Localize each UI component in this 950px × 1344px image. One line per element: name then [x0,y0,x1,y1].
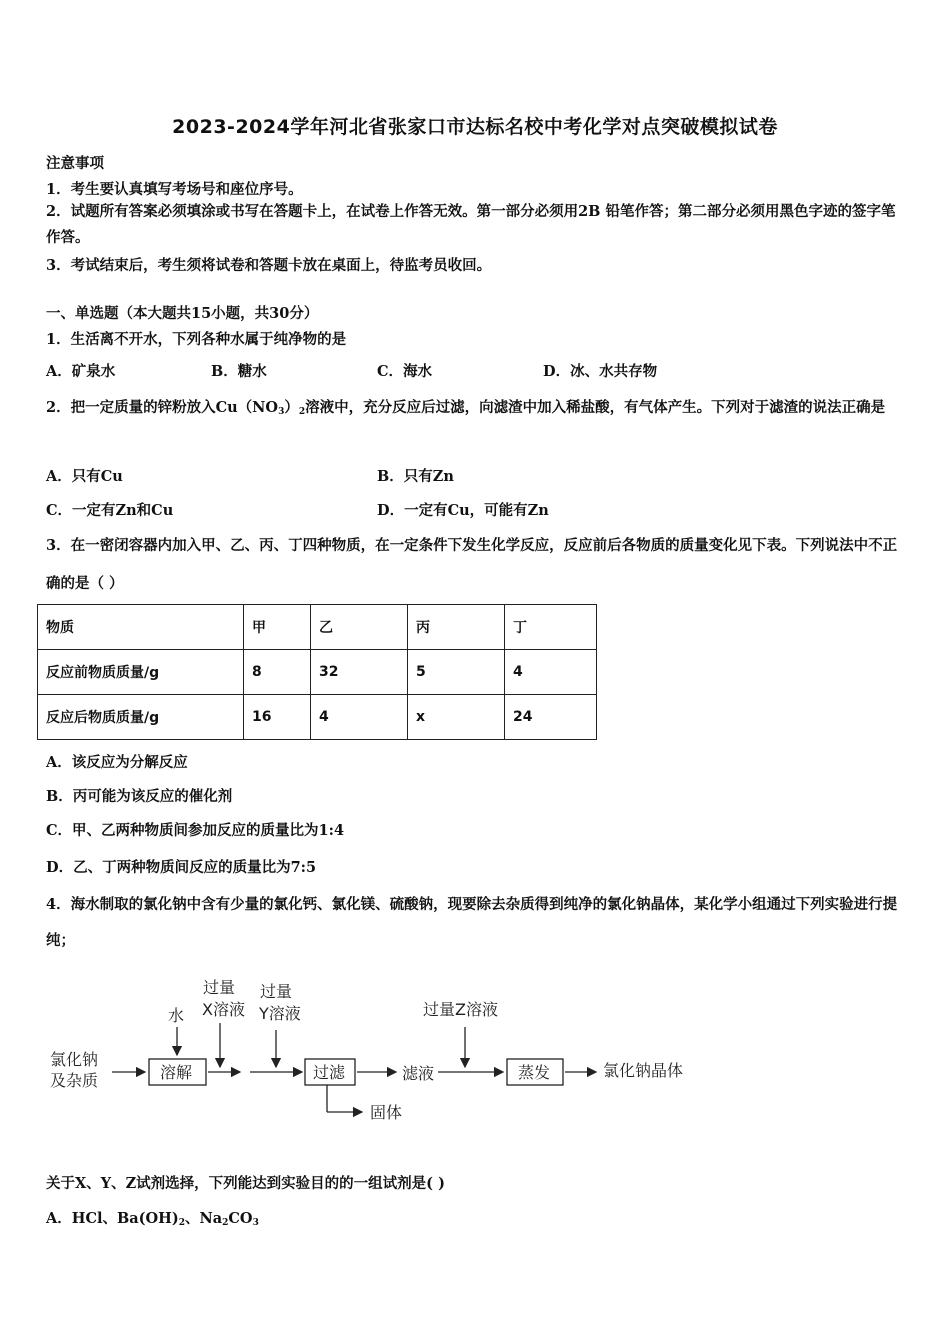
notice-item-2: 2．试题所有答案必须填涂或书写在答题卡上，在试卷上作答无效。第一部分必须用2B 铅笔作答；第二部分必须用黑色字迹的签字笔作答。 [46,203,896,246]
table-cell: 4 [311,695,408,740]
q2-option-a: A．只有Cu [46,468,123,485]
notice-heading: 注意事项 [46,155,104,172]
table-cell: 5 [408,650,505,695]
table-cell: 反应后物质质量/g [38,695,244,740]
table-row [38,650,597,695]
table-cell: x [408,695,505,740]
table-cell: 反应前物质质量/g [38,650,244,695]
q2-option-c: C．一定有Zn和Cu [46,502,174,519]
dissolve-label: 溶解 [160,1063,193,1082]
q4-option-a: A．HCl、$Ba(OH)_2$、$Na_2CO_3$ [46,1210,259,1228]
q3-option-d: D．乙、丁两种物质间反应的质量比为7:5 [46,859,317,876]
q1-option-b: B．糖水 [211,363,267,380]
input-label-line2: 及杂质 [50,1071,99,1090]
q3-option-c: C．甲、乙两种物质间参加反应的质量比为1:4 [46,822,345,839]
purification-flowchart [40,975,720,1135]
q4-question: 关于X、Y、Z试剂选择，下列能达到实验目的的一组试剂是( ) [46,1175,445,1192]
water-label: 水 [168,1006,185,1025]
y-reagent-line2: Y溶液 [259,1004,301,1023]
table-header-row [38,605,597,650]
q3-stem: 3．在一密闭容器内加入甲、乙、丙、丁四种物质，在一定条件下发生化学反应，反应前后各物质的质量变化见下表。下列说法中不正确的是（ ） [46,537,898,592]
filter-label: 过滤 [313,1063,346,1082]
q4-stem: 4．海水制取的氯化钠中含有少量的氯化钙、氯化镁、硫酸钠，现要除去杂质得到纯净的氯化钠晶体，某化学小组通过下列实验进行提纯； [46,896,898,949]
q2-option-d: D．一定有Cu，可能有Zn [377,502,549,519]
table-cell: 4 [505,650,597,695]
table-header-cell: 丙 [408,605,505,650]
q1-option-a: A．矿泉水 [46,363,116,380]
y-reagent-line1: 过量 [260,982,293,1001]
table-header-cell: 甲 [244,605,311,650]
table-header-cell: 物质 [38,605,244,650]
filtrate-label: 滤液 [402,1064,435,1083]
q1-option-c: C．海水 [377,363,433,380]
table-cell: 16 [244,695,311,740]
z-reagent-label: 过量Z溶液 [423,1000,498,1019]
table-row [38,695,597,740]
input-label-line1: 氯化钠 [50,1050,99,1069]
q1-stem: 1．生活离不开水，下列各种水属于纯净物的是 [46,331,347,348]
x-reagent-line1: 过量 [203,978,236,997]
q2-option-b: B．只有Zn [377,468,454,485]
page-title: 2023-2024学年河北省张家口市达标名校中考化学对点突破模拟试卷 [172,116,778,138]
notice-item-3: 3．考试结束后，考生须将试卷和答题卡放在桌面上，待监考员收回。 [46,257,492,274]
product-label: 氯化钠晶体 [603,1061,684,1080]
q3-option-b: B．丙可能为该反应的催化剂 [46,788,233,805]
x-reagent-line2: X溶液 [202,1000,245,1019]
table-header-cell: 乙 [311,605,408,650]
q3-option-a: A．该反应为分解反应 [46,754,188,771]
table-cell: 24 [505,695,597,740]
table-header-cell: 丁 [505,605,597,650]
notice-item-1: 1．考生要认真填写考场号和座位序号。 [46,181,303,198]
table-cell: 8 [244,650,311,695]
q1-option-d: D．冰、水共存物 [543,363,658,380]
table-cell: 32 [311,650,408,695]
evaporate-label: 蒸发 [518,1063,551,1082]
section-heading: 一、单选题（本大题共15小题，共30分） [46,305,319,322]
q3-mass-table [37,604,597,740]
q2-stem: 2．把一定质量的锌粉放入$Cu(NO_3)_2$溶液中，充分反应后过滤，向滤渣中加入稀盐酸，有气体产生。下列对于滤渣的说法正确是 [46,399,886,417]
solid-label: 固体 [370,1103,403,1122]
